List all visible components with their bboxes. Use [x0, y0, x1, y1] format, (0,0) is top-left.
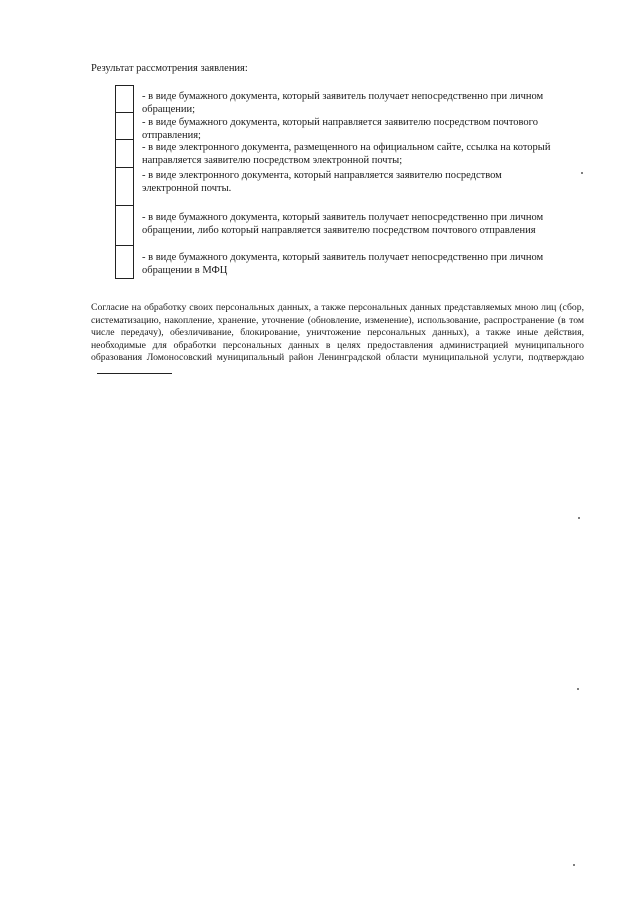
consent-text: Согласие на обработку своих персональных данных, а также персональных данных представляемых мною лиц (сбор, систематизацию, накопление, хранение, уточнение (обновление, изменение), использование, распространение (в том числе передачу), обезличивание, блокирование, уничтожение персональных данных), а также иные действия, необходимые для обработки персональных данных в целях предоставления администрацией муниципального образования Ломоносовский муниципальный район Ленинградской области муниципальной услуги, подтверждаю [91, 302, 584, 363]
scan-speck [581, 172, 583, 174]
scan-speck [578, 517, 580, 519]
scan-speck [573, 864, 575, 866]
option-4-label: - в виде электронного документа, который направляется заявителю посредством электронной почты. [142, 170, 502, 194]
option-1-checkbox[interactable] [116, 86, 133, 113]
result-heading: Результат рассмотрения заявления: [91, 63, 248, 74]
option-checkbox-column [115, 85, 134, 279]
option-1-label: - в виде бумажного документа, который заявитель получает непосредственно при личном обращении; [142, 91, 544, 115]
option-3-checkbox[interactable] [116, 140, 133, 168]
consent-paragraph [91, 302, 584, 378]
option-3-label: - в виде электронного документа, размещенного на официальном сайте, ссылка на который направляется заявителю посредством электронной почты; [142, 142, 551, 166]
scan-speck [577, 688, 579, 690]
option-5-label: - в виде бумажного документа, который заявитель получает непосредственно при личном обращении, либо который направляется заявителю посредством почтового отправления [142, 212, 544, 236]
option-4-checkbox[interactable] [116, 168, 133, 206]
option-6-label: - в виде бумажного документа, который заявитель получает непосредственно при личном обращении в МФЦ [142, 252, 544, 276]
option-5-checkbox[interactable] [116, 206, 133, 246]
option-6-checkbox[interactable] [116, 246, 133, 278]
option-2-checkbox[interactable] [116, 113, 133, 140]
signature-line[interactable] [97, 365, 172, 374]
option-2-label: - в виде бумажного документа, который направляется заявителю посредством почтового отправления; [142, 117, 538, 141]
